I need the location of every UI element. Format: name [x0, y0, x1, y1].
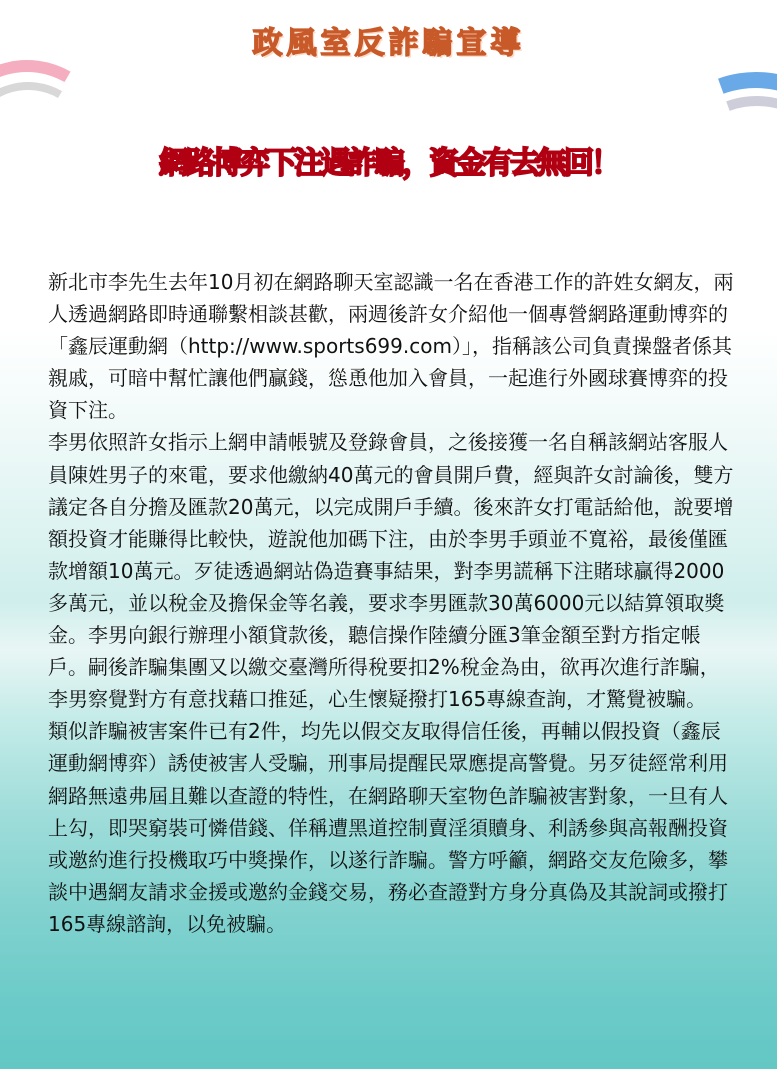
page-title: 政風室反詐騙宣導: [252, 26, 525, 61]
article-paragraph-2: 李男依照許女指示上網申請帳號及登錄會員，之後接獲一名自稱該網站客服人員陳姓男子的來電，要求他繳納40萬元的會員開戶費，經與許女討論後，雙方議定各自分擔及匯款20萬元，以完成開戶手續。後來許女打電話給他，說要增額投資才能賺得比較快，遊說他加碼下注，由於李男手頭並不寬裕，最後僅匯款增額10萬元。歹徒透過網站偽造賽事結果，對李男謊稱下注賭球贏得2000多萬元，並以稅金及擔保金等名義，要求李男匯款30萬6000元以結算領取獎金。李男向銀行辦理小額貸款後，聽信操作陸續分匯3筆金額至對方指定帳戶。嗣後詐騙集團又以繳交臺灣所得稅要扣2%稅金為由，欲再次進行詐騙，李男察覺對方有意找藉口推延，心生懷疑撥打165專線查詢，才驚覺被騙。: [48, 430, 734, 712]
article-paragraph-1: 新北市李先生去年10月初在網路聊天室認識一名在香港工作的許姓女網友，兩人透過網路即時通聯繫相談甚歡，兩週後許女介紹他一個專營網路運動博弈的「鑫辰運動網（http://www.sports699.com）」，指稱該公司負責操盤者係其親戚，可暗中幫忙讓他們贏錢，慫恿他加入會員，一起進行外國球賽博弈的投資下注。: [48, 270, 734, 423]
article-paragraph-3: 類似詐騙被害案件已有2件，均先以假交友取得信任後，再輔以假投資（鑫辰運動網博弈）誘使被害人受騙，刑事局提醒民眾應提高警覺。另歹徒經常利用網路無遠弗屆且難以查證的特性，在網路聊天室物色詐騙被害對象，一旦有人上勾，即哭窮裝可憐借錢、佯稱遭黑道控制賣淫須贖身、利誘參與高報酬投資或邀約進行投機取巧中獎操作，以遂行詐騙。警方呼籲，網路交友危險多，攀談中遇網友請求金援或邀約金錢交易，務必查證對方身分真偽及其說詞或撥打165專線諮詢，以免被騙。: [48, 719, 728, 936]
article-body: [48, 266, 738, 940]
headline: 網路博弈下注遇詐騙，資金有去無回！: [159, 146, 618, 181]
